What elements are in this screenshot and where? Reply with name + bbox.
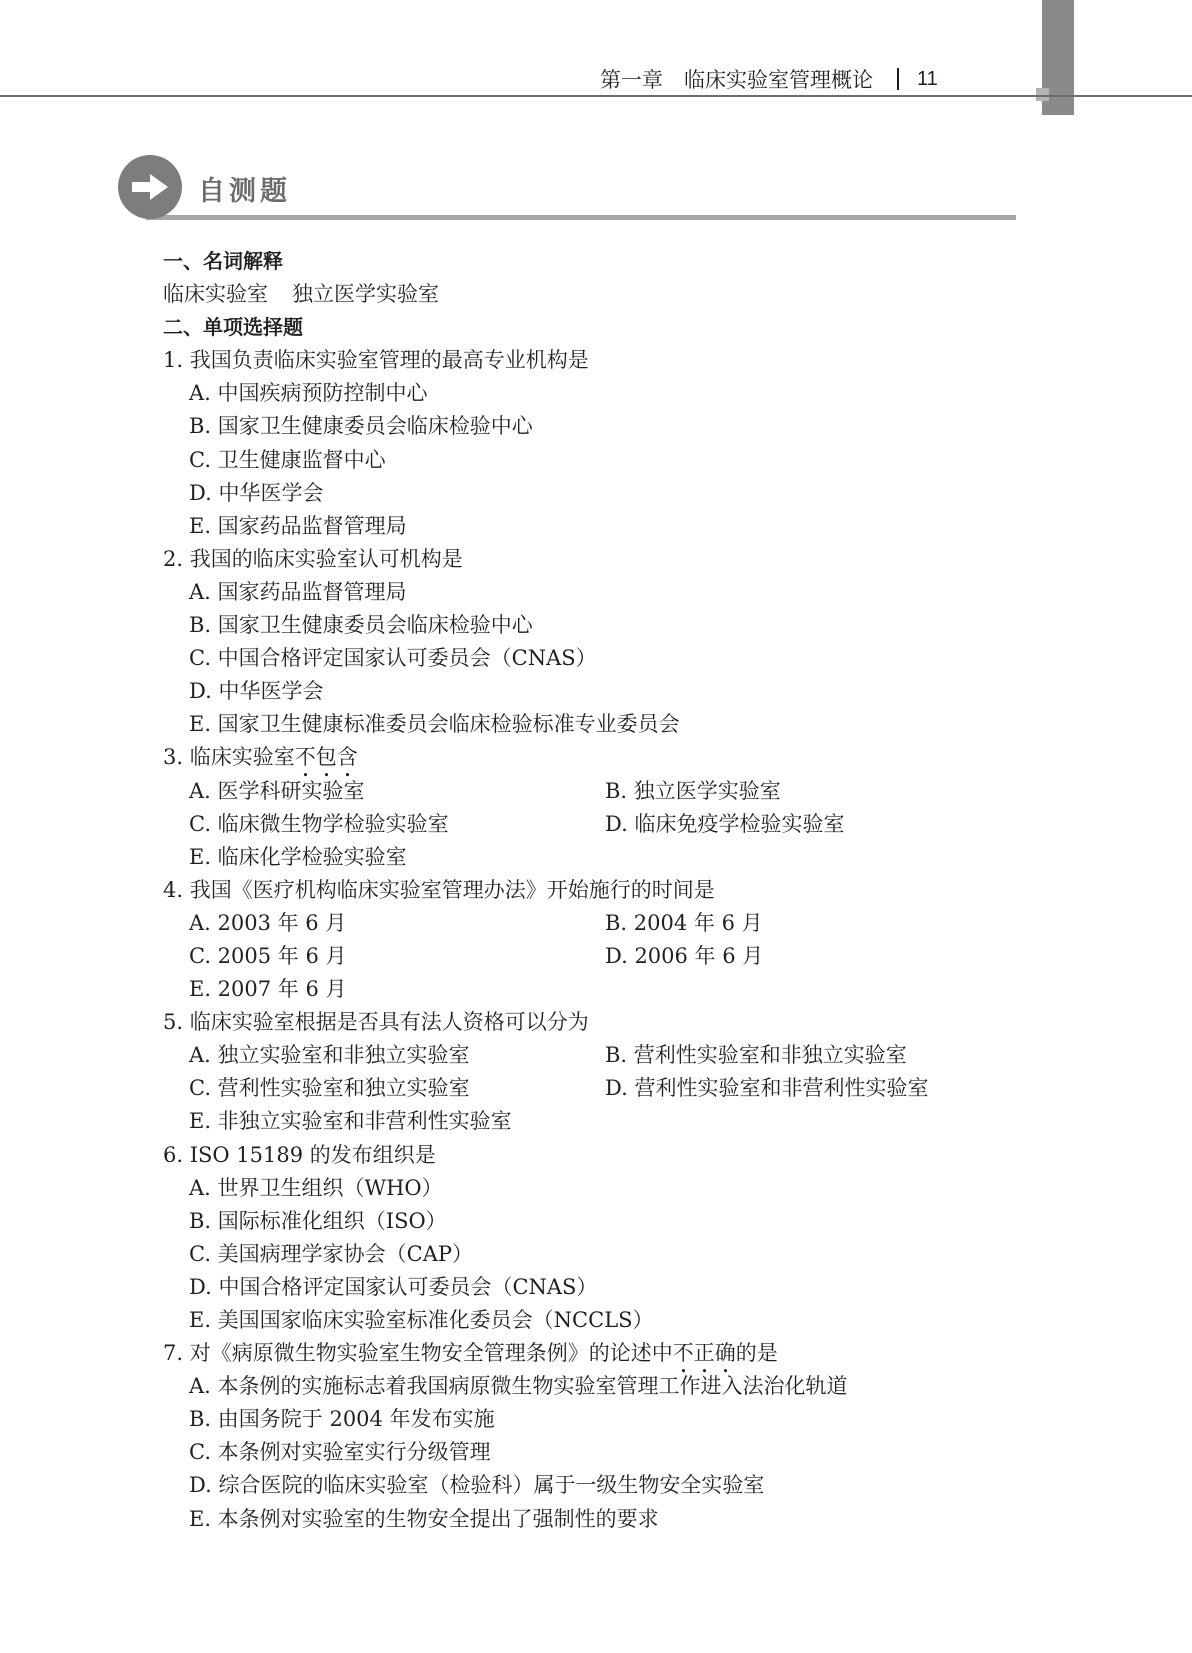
running-header [600,64,1015,94]
option: A. 世界卫生组织（WHO） [189,1175,443,1200]
section-title: 自测题 [198,176,291,207]
question-stem: 1. 我国负责临床实验室管理的最高专业机构是 [163,348,589,373]
option-row [163,775,1023,808]
option: D. 中国合格评定国家认可委员会（CNAS） [189,1274,598,1299]
option: D. 2006 年 6 月 [605,943,764,968]
question-stem: 6. ISO 15189 的发布组织是 [163,1142,436,1167]
term: 临床实验室 [163,282,268,307]
stem-text: 的是 [735,1341,778,1366]
page-number: 11 [917,67,938,90]
emphasis-text: 不正确 [672,1341,736,1366]
option: D. 营利性实验室和非营利性实验室 [605,1076,929,1101]
question-content [163,245,1023,1536]
option-row [163,1039,1023,1072]
option: E. 2007 年 6 月 [189,977,347,1002]
term-list [163,278,1023,311]
term: 独立医学实验室 [292,282,439,307]
option-row [163,940,1023,973]
option: C. 2005 年 6 月 [189,943,347,968]
option: B. 国际标准化组织（ISO） [189,1208,447,1233]
option: D. 临床免疫学检验实验室 [605,811,845,836]
option: E. 非独立实验室和非营利性实验室 [189,1109,512,1134]
option: B. 国家卫生健康委员会临床检验中心 [189,613,533,638]
section-rule [146,215,1016,220]
option: E. 国家卫生健康标准委员会临床检验标准专业委员会 [189,712,680,737]
question-stem [163,1337,1023,1370]
part1-heading: 一、名词解释 [163,249,283,273]
option: B. 由国务院于 2004 年发布实施 [189,1407,495,1432]
option: A. 中国疾病预防控制中心 [189,381,428,406]
option: C. 卫生健康监督中心 [189,447,386,472]
option: C. 美国病理学家协会（CAP） [189,1241,474,1266]
chapter-title: 第一章 临床实验室管理概论 [600,68,873,92]
option: D. 中华医学会 [189,679,324,704]
stem-text: 3. 临床实验室 [163,745,295,770]
option: D. 综合医院的临床实验室（检验科）属于一级生物安全实验室 [189,1473,765,1498]
question-stem: 5. 临床实验室根据是否具有法人资格可以分为 [163,1010,589,1035]
question-stem [163,741,1023,774]
option: D. 中华医学会 [189,480,324,505]
option: B. 2004 年 6 月 [605,910,763,935]
option: C. 中国合格评定国家认可委员会（CNAS） [189,646,597,671]
option: A. 2003 年 6 月 [189,910,347,935]
option: B. 独立医学实验室 [605,778,781,803]
option: C. 本条例对实验室实行分级管理 [189,1440,491,1465]
stem-text: 7. 对《病原微生物实验室生物安全管理条例》的论述中 [163,1341,673,1366]
question-stem: 4. 我国《医疗机构临床实验室管理办法》开始施行的时间是 [163,877,715,902]
emphasis-text: 不包含 [294,745,358,770]
option: E. 国家药品监督管理局 [189,513,407,538]
header-rule [0,95,1192,97]
option: C. 临床微生物学检验实验室 [189,811,449,836]
header-separator [897,68,899,90]
option: A. 本条例的实施标志着我国病原微生物实验室管理工作进入法治化轨道 [189,1374,848,1399]
option-row [163,907,1023,940]
option: B. 国家卫生健康委员会临床检验中心 [189,414,533,439]
option: A. 独立实验室和非独立实验室 [189,1043,470,1068]
option: E. 美国国家临床实验室标准化委员会（NCCLS） [189,1308,654,1332]
option: A. 医学科研实验室 [189,778,365,803]
question-stem: 2. 我国的临床实验室认可机构是 [163,546,463,571]
arrow-right-icon [118,155,182,219]
option: E. 本条例对实验室的生物安全提出了强制性的要求 [189,1506,659,1531]
option-row [163,1072,1023,1105]
option: C. 营利性实验室和独立实验室 [189,1076,470,1101]
option: A. 国家药品监督管理局 [189,579,407,604]
option: E. 临床化学检验实验室 [189,844,407,869]
part2-heading: 二、单项选择题 [163,315,303,340]
option: B. 营利性实验室和非独立实验室 [605,1043,907,1068]
option-row [163,808,1023,841]
section-header [118,155,1018,225]
